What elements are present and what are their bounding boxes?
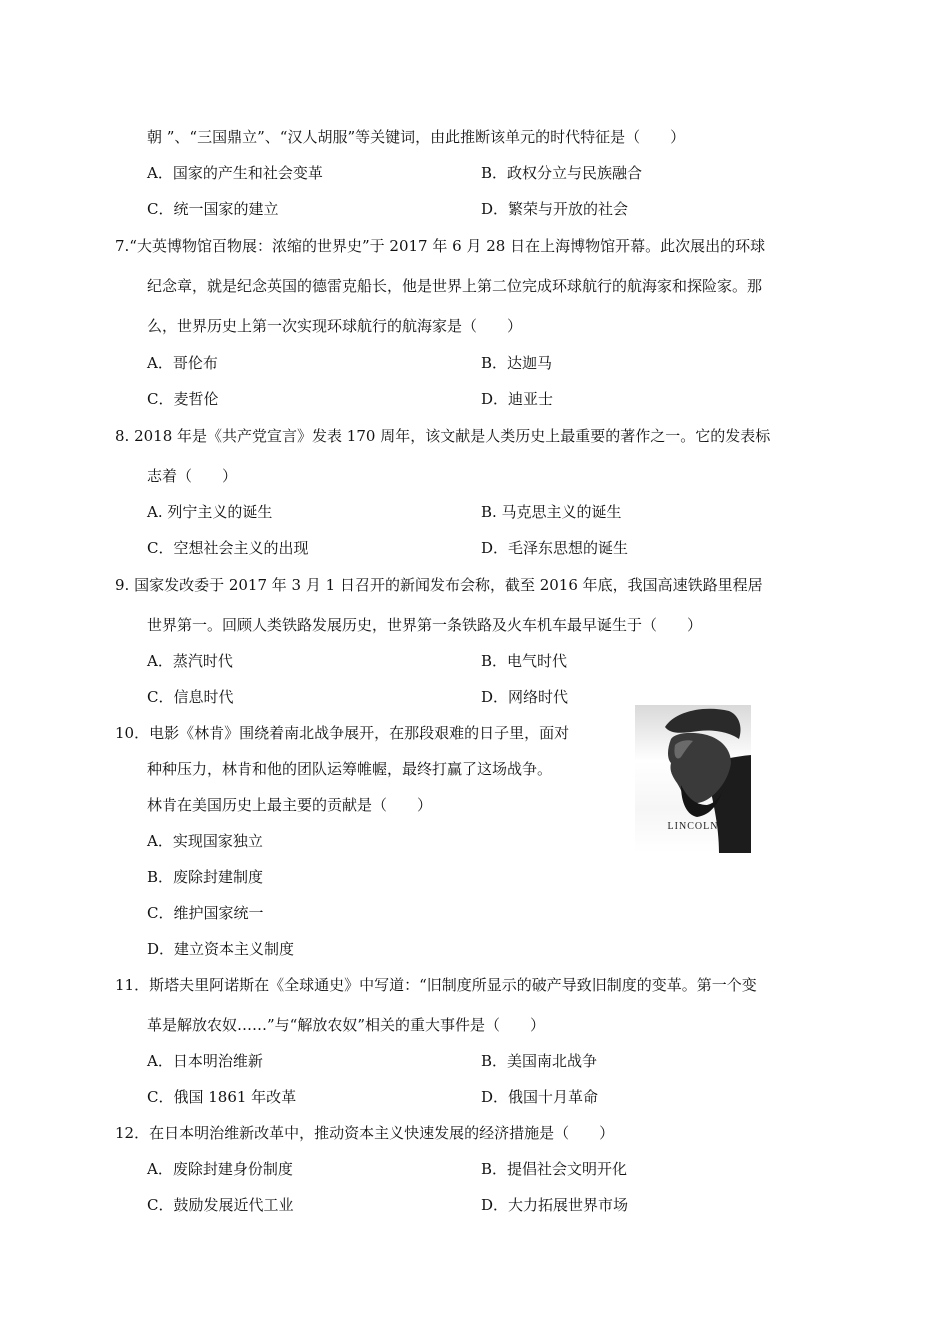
q11-option-c: C．俄国 1861 年改革: [147, 1088, 297, 1106]
q9-option-b: B．电气时代: [481, 652, 568, 670]
q6-option-d: D．繁荣与开放的社会: [481, 200, 629, 218]
q10-stem-line-2: 种种压力，林肯和他的团队运筹帷幄，最终打赢了这场战争。: [147, 760, 553, 778]
q11-option-d: D．俄国十月革命: [481, 1088, 599, 1106]
q7-stem-line-2: 纪念章，就是纪念英国的德雷克船长，他是世界上第二位完成环球航行的航海家和探险家。那: [147, 277, 763, 295]
q10-option-a: A．实现国家独立: [147, 832, 263, 850]
q10-option-c: C．维护国家统一: [147, 904, 264, 922]
q11-stem-line-1: 11．斯塔夫里阿诺斯在《全球通史》中写道：“旧制度所显示的破产导致旧制度的变革。第一个变: [115, 976, 757, 994]
q6-option-b: B．政权分立与民族融合: [481, 164, 643, 182]
q6-option-a: A．国家的产生和社会变革: [147, 164, 323, 182]
q10-option-b: B．废除封建制度: [147, 868, 264, 886]
q12-option-b: B．提倡社会文明开化: [481, 1160, 628, 1178]
lincoln-movie-poster: [635, 705, 751, 853]
q6-option-c: C．统一国家的建立: [147, 200, 279, 218]
q12-option-d: D．大力拓展世界市场: [481, 1196, 629, 1214]
q10-option-d: D．建立资本主义制度: [147, 940, 295, 958]
q9-option-d: D．网络时代: [481, 688, 569, 706]
q6-stem-line: 朝 ”、“三国鼎立”、“汉人胡服”等关键词，由此推断该单元的时代特征是（ ）: [147, 128, 686, 146]
q11-option-b: B．美国南北战争: [481, 1052, 598, 1070]
q7-option-a: A．哥伦布: [147, 354, 218, 372]
q12-option-c: C．鼓励发展近代工业: [147, 1196, 294, 1214]
q7-option-b: B．达迦马: [481, 354, 553, 372]
q9-option-c: C．信息时代: [147, 688, 234, 706]
q11-option-a: A．日本明治维新: [147, 1052, 263, 1070]
q12-stem-line-1: 12．在日本明治维新改革中，推动资本主义快速发展的经济措施是（ ）: [115, 1124, 615, 1142]
q8-option-b: B. 马克思主义的诞生: [481, 503, 622, 521]
q9-stem-line-1: 9. 国家发改委于 2017 年 3 月 1 日召开的新闻发布会称，截至 2016 年底，我国高速铁路里程居: [115, 576, 763, 594]
q7-option-c: C．麦哲伦: [147, 390, 219, 408]
q8-option-a: A. 列宁主义的诞生: [147, 503, 273, 521]
q8-option-d: D．毛泽东思想的诞生: [481, 539, 629, 557]
q10-stem-line-1: 10．电影《林肯》围绕着南北战争展开，在那段艰难的日子里，面对: [115, 724, 570, 742]
q7-option-d: D．迪亚士: [481, 390, 554, 408]
q9-stem-line-2: 世界第一。回顾人类铁路发展历史，世界第一条铁路及火车机车最早诞生于（ ）: [147, 616, 703, 634]
q8-stem-line-1: 8. 2018 年是《共产党宣言》发表 170 周年，该文献是人类历史上最重要的著作之一。它的发表标: [115, 427, 771, 445]
q7-stem-line-1: 7.“大英博物馆百物展：浓缩的世界史”于 2017 年 6 月 28 日在上海博物馆开幕。此次展出的环球: [115, 237, 766, 255]
q8-option-c: C．空想社会主义的出现: [147, 539, 309, 557]
q7-stem-line-3: 么，世界历史上第一次实现环球航行的航海家是（ ）: [147, 317, 523, 335]
poster-title: LINCOLN: [667, 821, 719, 832]
q12-option-a: A．废除封建身份制度: [147, 1160, 293, 1178]
q11-stem-line-2: 革是解放农奴……”与“解放农奴”相关的重大事件是（ ）: [147, 1016, 546, 1034]
q8-stem-line-2: 志着（ ）: [147, 467, 238, 485]
q9-option-a: A．蒸汽时代: [147, 652, 233, 670]
q10-stem-line-3: 林肯在美国历史上最主要的贡献是（ ）: [147, 796, 433, 814]
